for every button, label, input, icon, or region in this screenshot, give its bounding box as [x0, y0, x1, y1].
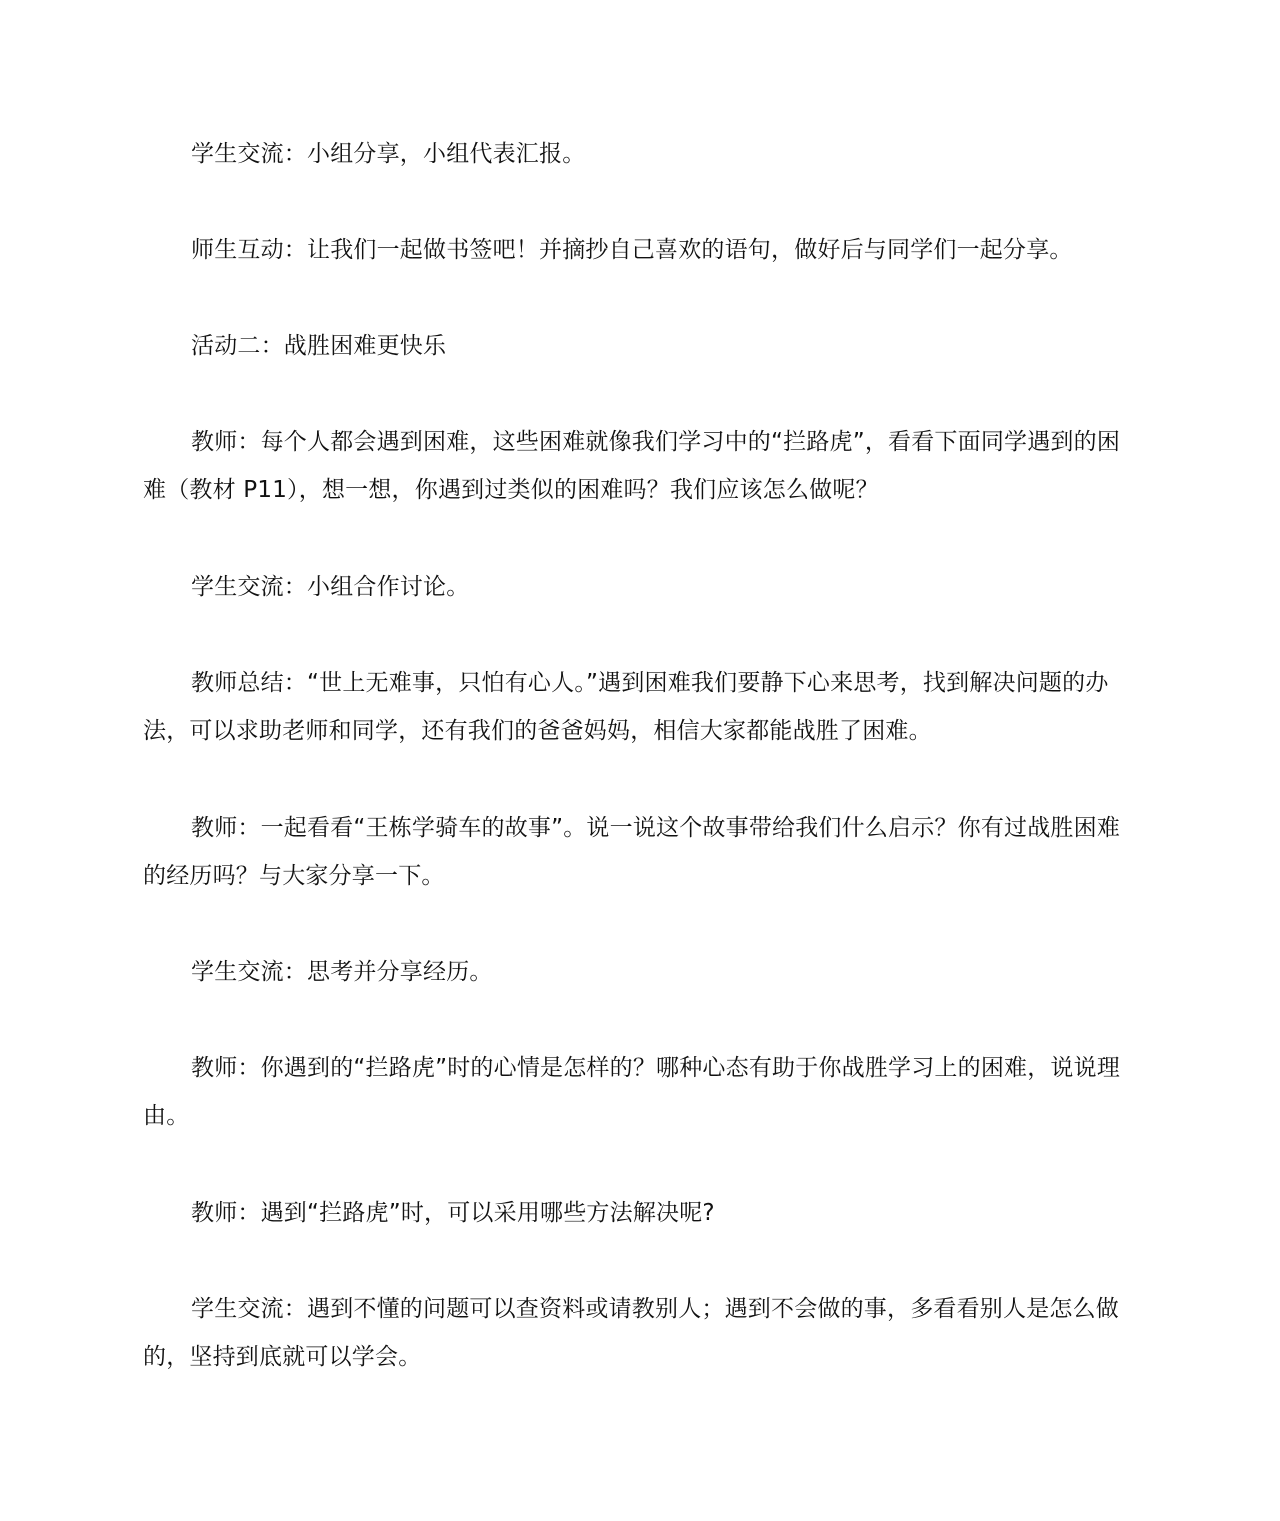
paragraph-bookmark-activity: 师生互动：让我们一起做书签吧！并摘抄自己喜欢的语句，做好后与同学们一起分享。 — [191, 237, 1073, 263]
paragraph-student-sharing: 学生交流：小组分享，小组代表汇报。 — [191, 141, 586, 167]
paragraph-cycling-story: 教师：一起看看“王栋学骑车的故事”。说一说这个故事带给我们什么启示？你有过战胜困难的经历吗？与大家分享一下。 — [143, 815, 1121, 889]
paragraph-teacher-summary: 教师总结：“世上无难事，只怕有心人。”遇到困难我们要静下心来思考，找到解决问题的办法，可以求助老师和同学，还有我们的爸爸妈妈，相信大家都能战胜了困难。 — [143, 670, 1109, 744]
paragraph-mood-question: 教师：你遇到的“拦路虎”时的心情是怎样的？哪种心态有助于你战胜学习上的困难，说说理由。 — [143, 1055, 1121, 1129]
paragraph-student-methods: 学生交流：遇到不懂的问题可以查资料或请教别人；遇到不会做的事，多看看别人是怎么做的，坚持到底就可以学会。 — [143, 1296, 1119, 1370]
paragraph-activity-two-heading: 活动二：战胜困难更快乐 — [191, 333, 447, 359]
paragraph-teacher-difficulties: 教师：每个人都会遇到困难，这些困难就像我们学习中的“拦路虎”，看看下面同学遇到的困难（教材 P11），想一想，你遇到过类似的困难吗？我们应该怎么做呢？ — [143, 429, 1121, 503]
paragraph-group-discussion: 学生交流：小组合作讨论。 — [191, 574, 470, 600]
paragraph-share-experience: 学生交流：思考并分享经历。 — [191, 959, 493, 985]
paragraph-methods-question: 教师：遇到“拦路虎”时，可以采用哪些方法解决呢? — [191, 1200, 715, 1226]
